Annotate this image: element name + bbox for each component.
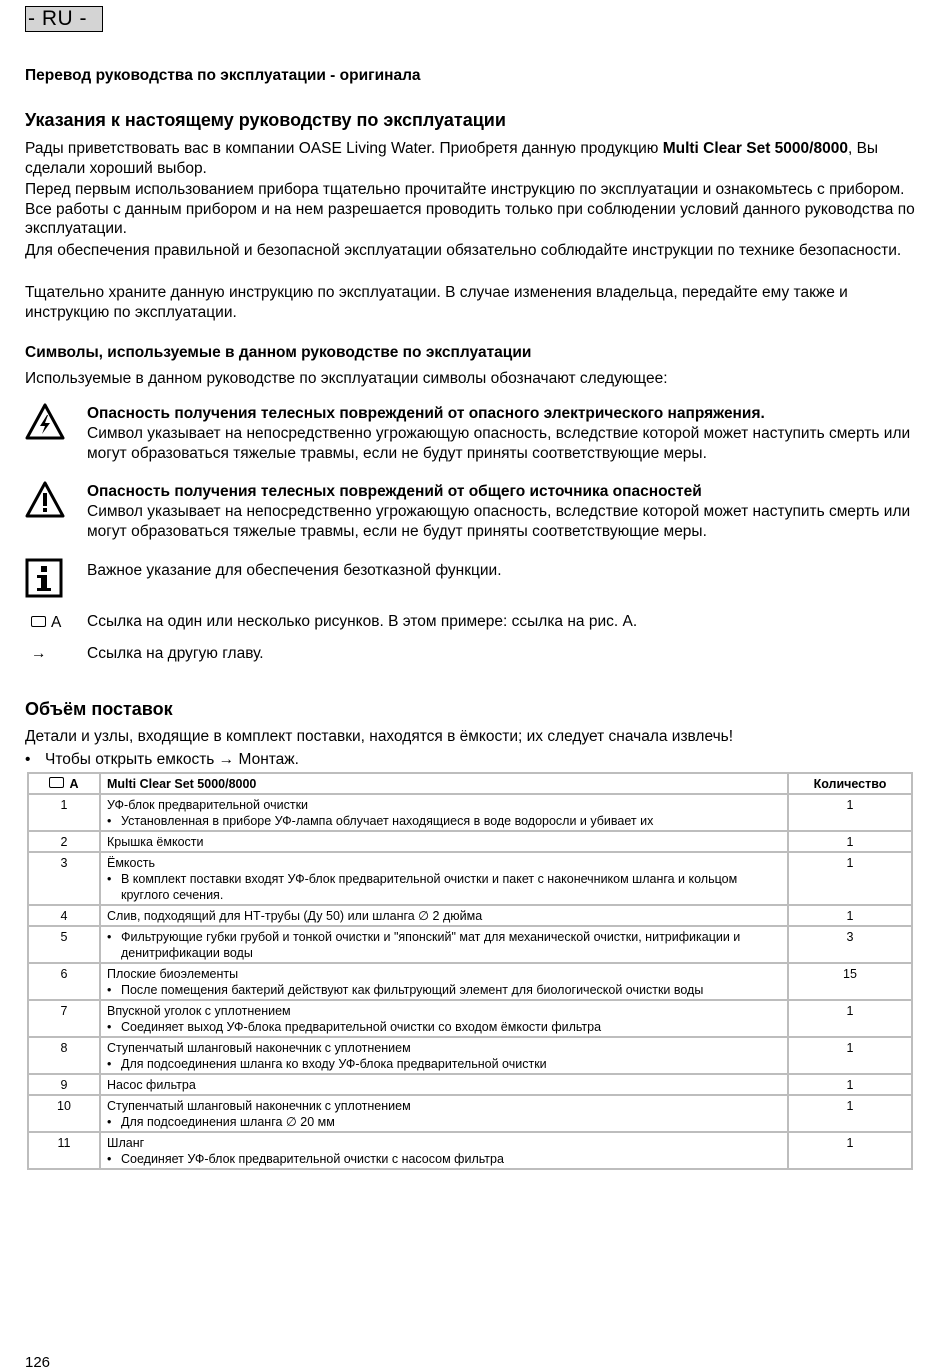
row-quantity: 1	[788, 1132, 912, 1169]
symbol-row-general	[25, 481, 915, 545]
row-item-note: • Для подсоединения шланга ко входу УФ-блока предварительной очистки	[107, 1057, 547, 1071]
page-number: 126	[25, 1354, 51, 1371]
delivery-table	[27, 772, 913, 1170]
bullet-open-container: • Чтобы открыть емкость → Монтаж.	[25, 751, 299, 768]
symbol-title-electric: Опасность получения телесных повреждений от опасного электрического напряжения.	[87, 405, 765, 422]
document-subtitle: Перевод руководства по эксплуатации - оригинала	[25, 67, 421, 84]
row-number: 2	[28, 831, 100, 852]
table-row	[28, 1037, 912, 1074]
row-description	[100, 1074, 788, 1095]
symbol-row-electric	[25, 403, 915, 467]
row-description	[100, 794, 788, 831]
row-description	[100, 1095, 788, 1132]
row-number: 5	[28, 926, 100, 963]
header-product: Multi Clear Set 5000/8000	[100, 773, 788, 794]
row-quantity: 1	[788, 1037, 912, 1074]
symbol-text-general: Символ указывает на непосредственно угрожающую опасность, вследствие которой может наступить смерть или могут образоваться тяжелые травмы, если не будут приняты соответствующие меры.	[87, 503, 911, 540]
row-number: 1	[28, 794, 100, 831]
row-description	[100, 905, 788, 926]
row-item-note: • Для подсоединения шланга ∅ 20 мм	[107, 1115, 335, 1129]
row-item-name: Ёмкость	[107, 856, 155, 870]
row-item-name: Ступенчатый шланговый наконечник с уплотнением	[107, 1041, 411, 1055]
table-row	[28, 1132, 912, 1169]
table-row	[28, 1074, 912, 1095]
row-number: 9	[28, 1074, 100, 1095]
row-item-name: УФ-блок предварительной очистки	[107, 798, 309, 812]
row-item-name: Слив, подходящий для НТ-трубы (Ду 50) или шланга ∅ 2 дюйма	[107, 909, 483, 923]
arrow-right-icon: →	[31, 645, 47, 662]
row-number: 4	[28, 905, 100, 926]
row-item-name: Плоские биоэлементы	[107, 967, 239, 981]
paragraph-symbols-intro: Используемые в данном руководстве по эксплуатации символы обозначают следующее:	[25, 370, 668, 387]
row-number: 11	[28, 1132, 100, 1169]
table-row	[28, 794, 912, 831]
row-quantity: 1	[788, 905, 912, 926]
row-number: 3	[28, 852, 100, 905]
table-row	[28, 905, 912, 926]
row-item-note: • Соединяет УФ-блок предварительной очистки с насосом фильтра	[107, 1152, 504, 1166]
row-item-note: • Фильтрующие губки грубой и тонкой очистки и "японский" мат для механической очистки, нитрификации и денитрификации воды	[107, 930, 741, 960]
row-description	[100, 963, 788, 1000]
section-title-delivery: Объём поставок	[25, 699, 173, 719]
info-icon	[25, 558, 63, 598]
product-name: Multi Clear Set 5000/8000	[662, 140, 848, 157]
row-description	[100, 1132, 788, 1169]
row-number: 8	[28, 1037, 100, 1074]
row-quantity: 1	[788, 1095, 912, 1132]
row-quantity: 3	[788, 926, 912, 963]
row-item-name: Впускной уголок с уплотнением	[107, 1004, 291, 1018]
table-row	[28, 852, 912, 905]
row-item-name: Крышка ёмкости	[107, 835, 204, 849]
row-quantity: 1	[788, 1074, 912, 1095]
header-quantity: Количество	[788, 773, 912, 794]
paragraph-read-first: Перед первым использованием прибора тщательно прочитайте инструкцию по эксплуатации и ознакомьтесь с прибором. Все работы с данным прибором и на нем разрешается проводить только при соблюдении условий данного руководства по эксплуатации.	[25, 181, 915, 237]
symbol-text-info: Важное указание для обеспечения безотказной функции.	[87, 562, 502, 579]
table-row	[28, 926, 912, 963]
symbol-row-info	[25, 558, 915, 600]
table-row	[28, 1095, 912, 1132]
paragraph-safety: Для обеспечения правильной и безопасной эксплуатации обязательно соблюдайте инструкции по технике безопасности.	[25, 242, 902, 259]
table-header-row	[28, 773, 912, 794]
row-quantity: 1	[788, 852, 912, 905]
general-hazard-icon	[25, 481, 65, 519]
row-quantity: 1	[788, 1000, 912, 1037]
symbol-title-general: Опасность получения телесных повреждений от общего источника опасностей	[87, 483, 702, 500]
row-number: 6	[28, 963, 100, 1000]
electric-hazard-icon	[25, 403, 65, 441]
row-item-note: • Установленная в приборе УФ-лампа облучает находящиеся в воде водоросли и убивает их	[107, 814, 654, 828]
row-number: 10	[28, 1095, 100, 1132]
row-description	[100, 1000, 788, 1037]
table-row	[28, 1000, 912, 1037]
row-item-name: Насос фильтра	[107, 1078, 196, 1092]
language-badge: - RU -	[25, 6, 103, 32]
row-number: 7	[28, 1000, 100, 1037]
row-quantity: 1	[788, 831, 912, 852]
paragraph-delivery-intro: Детали и узлы, входящие в комплект поставки, находятся в ёмкости; их следует сначала извлечь!	[25, 728, 734, 745]
row-item-name: Ступенчатый шланговый наконечник с уплотнением	[107, 1099, 411, 1113]
row-item-note: • В комплект поставки входят УФ-блок предварительной очистки и пакет с наконечником шланга и кольцом круглого сечения.	[107, 872, 738, 902]
paragraph-keep-manual: Тщательно храните данную инструкцию по эксплуатации. В случае изменения владельца, передайте ему также и инструкцию по эксплуатации.	[25, 284, 848, 321]
row-description	[100, 1037, 788, 1074]
symbol-text-electric: Символ указывает на непосредственно угрожающую опасность, вследствие которой может наступить смерть или могут образоваться тяжелые травмы, если не будут приняты соответствующие меры.	[87, 425, 911, 462]
section-title-instructions: Указания к настоящему руководству по эксплуатации	[25, 110, 506, 130]
section-title-symbols: Символы, используемые в данном руководстве по эксплуатации	[25, 344, 532, 361]
figure-ref-icon	[49, 777, 64, 788]
row-item-note: • После помещения бактерий действуют как фильтрующий элемент для биологической очистки воды	[107, 983, 704, 997]
table-row	[28, 963, 912, 1000]
paragraph-welcome: Рады приветствовать вас в компании OASE Living Water. Приобретя данную продукцию Multi Clear Set 5000/8000, Вы сделали хороший выбор.	[25, 140, 879, 177]
table-row	[28, 831, 912, 852]
row-item-note: • Соединяет выход УФ-блока предварительной очистки со входом ёмкости фильтра	[107, 1020, 602, 1034]
symbol-text-figure-ref: Ссылка на один или несколько рисунков. В этом примере: ссылка на рис. А.	[87, 613, 638, 630]
row-quantity: 15	[788, 963, 912, 1000]
row-description	[100, 831, 788, 852]
header-figure-ref: A	[28, 773, 100, 794]
row-quantity: 1	[788, 794, 912, 831]
symbol-text-chapter-ref: Ссылка на другую главу.	[87, 645, 264, 662]
row-description	[100, 852, 788, 905]
row-item-name: Шланг	[107, 1136, 145, 1150]
figure-ref-icon: A	[31, 613, 61, 633]
symbol-row-figure-ref	[25, 612, 915, 634]
row-description	[100, 926, 788, 963]
symbol-row-chapter-ref	[25, 644, 915, 666]
